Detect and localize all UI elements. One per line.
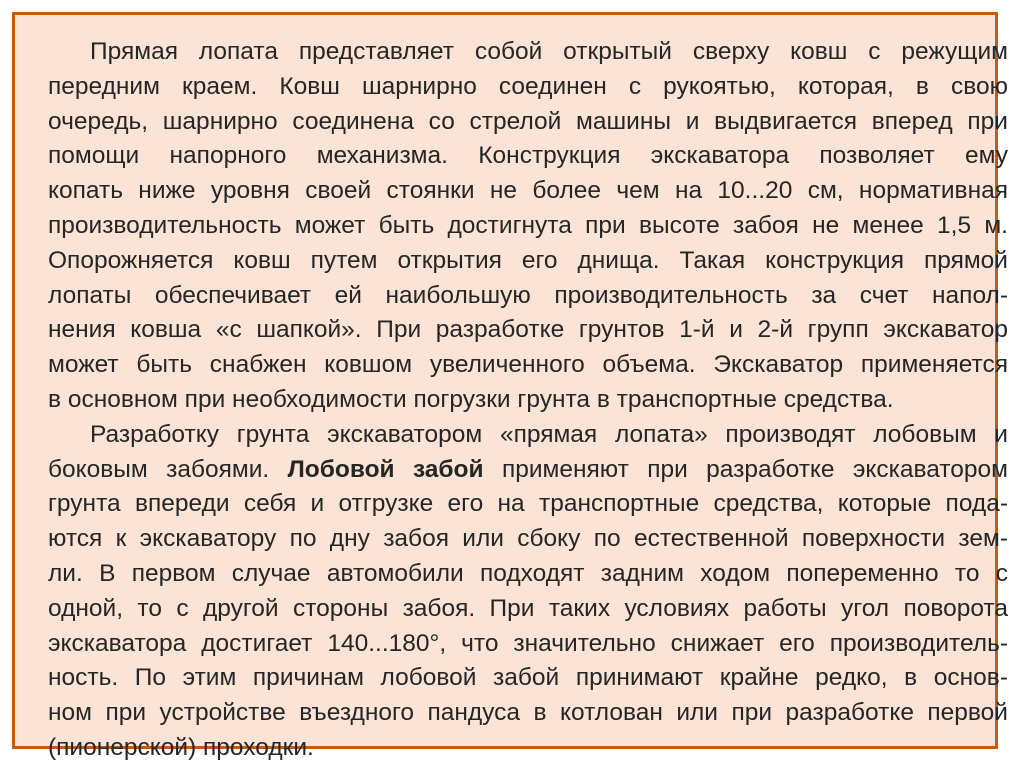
text-line: ются к экскаватору по дну забоя или сбоку по естественной поверхности зем- [48,525,1008,553]
text-frame [12,12,1009,761]
text-segment: применяют при разработке экскаватором [501,455,1009,483]
text-line: ность. По этим причинам лобовой забой принимают крайне редко, в основ- [48,664,1008,692]
text-line: может быть снабжен ковшом увеличенного объема. Экскаватор применяется [48,351,1008,379]
paragraph-1 [48,35,1008,418]
text-line: в основном при необходимости погрузки грунта в транспортные средства. [48,385,894,413]
text-segment: боковым забоями. [48,455,270,483]
text-line: Опорожняется ковш путем открытия его днища. Такая конструкция прямой [48,246,1008,274]
text-line: (пионерской) проходки. [48,733,314,761]
text-line: копать ниже уровня своей стоянки не более чем на 10...20 см, нормативная [48,177,1008,205]
text-line: одной, то с другой стороны забоя. При таких условиях работы угол поворота [48,594,1008,622]
text-line: ном при устройстве въездного пандуса в котлован или при разработке первой [48,699,1008,727]
text-line-with-bold [48,453,1008,488]
text-line: грунта впереди себя и отгрузке его на транспортные средства, которые пода- [48,490,1008,518]
text-line: ли. В первом случае автомобили подходят задним ходом попеременно то с [48,559,1008,587]
text-line: очередь, шарнирно соединена со стрелой машины и выдвигается вперед при [48,107,1008,135]
text-line: нения ковша «с шапкой». При разработке грунтов 1-й и 2-й групп экскаватор [48,316,1008,344]
text-block [48,35,1008,766]
text-line: помощи напорного механизма. Конструкция экскаватора позволяет ему [48,142,1008,170]
text-line: лопаты обеспечивает ей наибольшую производительность за счет напол- [48,281,1008,309]
paragraph-2 [48,418,1008,766]
text-line: Прямая лопата представляет собой открытый сверху ковш с режущим [90,38,1008,65]
text-line: экскаватора достигает 140...180°, что значительно снижает его производитель- [48,629,1008,657]
text-line: производительность может быть достигнута при высоте забоя не менее 1,5 м. [48,211,1008,239]
text-line: Разработку грунта экскаватором «прямая лопата» производят лобовым и [90,420,1008,448]
bold-term-frontal-face: Лобовой забой [287,455,484,483]
text-line: передним краем. Ковш шарнирно соединен с рукоятью, которая, в свою [48,72,1008,100]
